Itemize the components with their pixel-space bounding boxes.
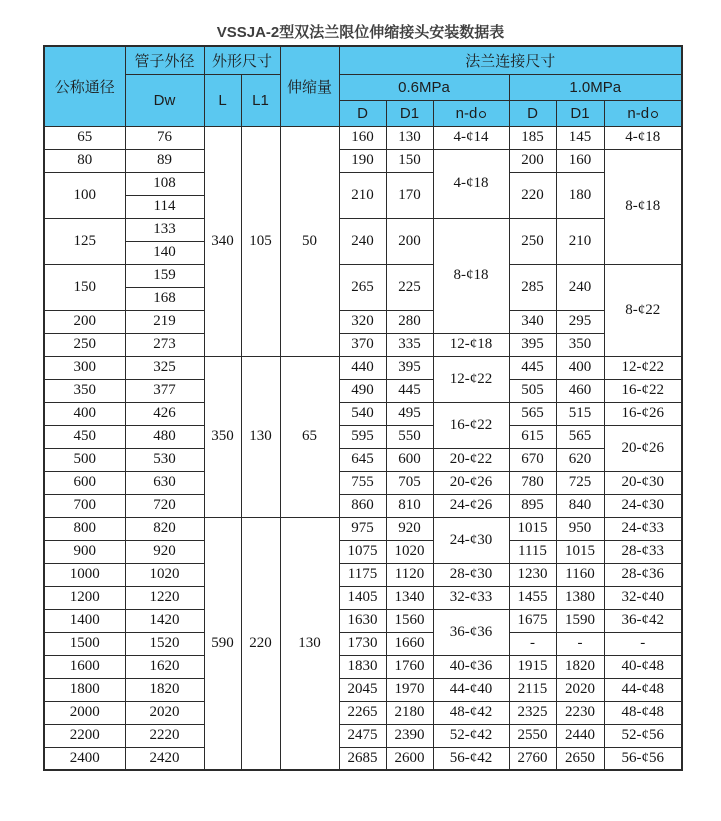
table-row xyxy=(44,678,682,701)
data-cell: 705 xyxy=(386,471,433,494)
data-cell: 1175 xyxy=(339,563,386,586)
data-cell: 32-¢33 xyxy=(433,586,509,609)
data-cell: 1075 xyxy=(339,540,386,563)
data-cell: 530 xyxy=(125,448,204,471)
data-cell: 2200 xyxy=(44,724,125,747)
table-row xyxy=(44,517,682,540)
data-cell: 860 xyxy=(339,494,386,517)
data-cell: 140 xyxy=(125,241,204,264)
data-cell: 160 xyxy=(556,149,604,172)
data-cell: 2550 xyxy=(509,724,556,747)
data-cell: 700 xyxy=(44,494,125,517)
data-cell: 20-¢30 xyxy=(604,471,682,494)
data-cell: 48-¢42 xyxy=(433,701,509,724)
data-cell: 340 xyxy=(204,126,241,356)
data-cell: 335 xyxy=(386,333,433,356)
data-cell: 395 xyxy=(386,356,433,379)
data-cell: 755 xyxy=(339,471,386,494)
data-cell: 950 xyxy=(556,517,604,540)
table-row xyxy=(44,264,682,287)
data-cell: 1660 xyxy=(386,632,433,655)
data-cell: 2265 xyxy=(339,701,386,724)
data-cell: 1455 xyxy=(509,586,556,609)
data-cell: 185 xyxy=(509,126,556,149)
data-cell: 48-¢48 xyxy=(604,701,682,724)
data-cell: 2230 xyxy=(556,701,604,724)
table-row xyxy=(44,540,682,563)
data-cell: 56-¢42 xyxy=(433,747,509,770)
data-cell: 170 xyxy=(386,172,433,218)
data-cell: 210 xyxy=(339,172,386,218)
header-flange-connection-size: 法兰连接尺寸 xyxy=(339,46,682,74)
data-cell: 4-¢18 xyxy=(433,149,509,218)
data-cell: 810 xyxy=(386,494,433,517)
data-cell: 600 xyxy=(44,471,125,494)
data-cell: 4-¢14 xyxy=(433,126,509,149)
data-cell: 16-¢26 xyxy=(604,402,682,425)
table-row xyxy=(44,747,682,770)
data-cell: 1915 xyxy=(509,655,556,678)
data-cell: 145 xyxy=(556,126,604,149)
data-cell: 2760 xyxy=(509,747,556,770)
data-cell: 2020 xyxy=(125,701,204,724)
data-cell: 325 xyxy=(125,356,204,379)
data-cell: 350 xyxy=(44,379,125,402)
header-nd-10mpa: n-d xyxy=(604,100,682,126)
data-cell: - xyxy=(556,632,604,655)
table-row xyxy=(44,149,682,172)
data-cell: 108 xyxy=(125,172,204,195)
data-cell: 595 xyxy=(339,425,386,448)
data-cell: 20-¢26 xyxy=(433,471,509,494)
table-row xyxy=(44,701,682,724)
data-cell: 1500 xyxy=(44,632,125,655)
data-cell: 565 xyxy=(556,425,604,448)
data-cell: 350 xyxy=(556,333,604,356)
data-cell: 450 xyxy=(44,425,125,448)
data-cell: 400 xyxy=(44,402,125,425)
data-cell: 133 xyxy=(125,218,204,241)
data-cell: 900 xyxy=(44,540,125,563)
data-cell: 505 xyxy=(509,379,556,402)
data-cell: 445 xyxy=(509,356,556,379)
data-cell: 2475 xyxy=(339,724,386,747)
data-cell: - xyxy=(604,632,682,655)
data-cell: 630 xyxy=(125,471,204,494)
data-cell: 1830 xyxy=(339,655,386,678)
data-cell: 615 xyxy=(509,425,556,448)
data-cell: 44-¢48 xyxy=(604,678,682,701)
page-title: VSSJA-2型双法兰限位伸缩接头安装数据表 xyxy=(216,24,505,41)
data-cell: 130 xyxy=(241,356,280,517)
data-cell: 4-¢18 xyxy=(604,126,682,149)
data-cell: 1600 xyxy=(44,655,125,678)
header-nd-06mpa: n-d xyxy=(433,100,509,126)
data-cell: 1340 xyxy=(386,586,433,609)
data-cell: 12-¢22 xyxy=(604,356,682,379)
table-body xyxy=(44,126,682,770)
data-cell: 426 xyxy=(125,402,204,425)
data-cell: 16-¢22 xyxy=(433,402,509,448)
table-row xyxy=(44,172,682,195)
table-row xyxy=(44,126,682,149)
subscript-circle xyxy=(651,111,658,118)
data-cell: 2325 xyxy=(509,701,556,724)
data-cell: 2685 xyxy=(339,747,386,770)
table-header xyxy=(44,46,682,126)
data-cell: 1675 xyxy=(509,609,556,632)
data-cell: 2420 xyxy=(125,747,204,770)
data-cell: 445 xyxy=(386,379,433,402)
header-row xyxy=(44,74,682,100)
header-l: L xyxy=(204,74,241,126)
data-cell: 2180 xyxy=(386,701,433,724)
data-cell: 200 xyxy=(44,310,125,333)
header-row xyxy=(44,46,682,74)
data-cell: 50 xyxy=(280,126,339,356)
data-cell: 150 xyxy=(386,149,433,172)
data-cell: 400 xyxy=(556,356,604,379)
header-d1-06mpa: D1 xyxy=(386,100,433,126)
table-row xyxy=(44,655,682,678)
table-row xyxy=(44,218,682,241)
data-cell: 24-¢30 xyxy=(604,494,682,517)
data-cell: 56-¢56 xyxy=(604,747,682,770)
data-cell: 565 xyxy=(509,402,556,425)
data-cell: 240 xyxy=(339,218,386,264)
data-cell: 280 xyxy=(386,310,433,333)
data-cell: 200 xyxy=(386,218,433,264)
header-expansion-amount: 伸缩量 xyxy=(280,46,339,126)
data-cell: 190 xyxy=(339,149,386,172)
table-row xyxy=(44,609,682,632)
data-cell: 210 xyxy=(556,218,604,264)
data-cell: 65 xyxy=(280,356,339,517)
data-cell: 1230 xyxy=(509,563,556,586)
data-cell: 1520 xyxy=(125,632,204,655)
header-l1: L1 xyxy=(241,74,280,126)
data-cell: 1020 xyxy=(125,563,204,586)
data-cell: 515 xyxy=(556,402,604,425)
data-cell: 12-¢22 xyxy=(433,356,509,402)
data-cell: 350 xyxy=(204,356,241,517)
data-cell: 460 xyxy=(556,379,604,402)
data-cell: 250 xyxy=(509,218,556,264)
data-cell: 159 xyxy=(125,264,204,287)
data-cell: 370 xyxy=(339,333,386,356)
data-cell: 295 xyxy=(556,310,604,333)
data-cell: 52-¢42 xyxy=(433,724,509,747)
header-d1-10mpa: D1 xyxy=(556,100,604,126)
data-cell: 20-¢22 xyxy=(433,448,509,471)
data-cell: 32-¢40 xyxy=(604,586,682,609)
data-cell: 1760 xyxy=(386,655,433,678)
data-cell: 89 xyxy=(125,149,204,172)
data-cell: 105 xyxy=(241,126,280,356)
data-cell: 1115 xyxy=(509,540,556,563)
data-cell: 180 xyxy=(556,172,604,218)
data-cell: 495 xyxy=(386,402,433,425)
data-cell: 1630 xyxy=(339,609,386,632)
data-cell: 780 xyxy=(509,471,556,494)
data-cell: 725 xyxy=(556,471,604,494)
data-cell: 395 xyxy=(509,333,556,356)
data-cell: 8-¢18 xyxy=(433,218,509,333)
data-cell: 975 xyxy=(339,517,386,540)
data-cell: 800 xyxy=(44,517,125,540)
data-cell: 920 xyxy=(386,517,433,540)
data-cell: 820 xyxy=(125,517,204,540)
data-cell: 12-¢18 xyxy=(433,333,509,356)
data-cell: 720 xyxy=(125,494,204,517)
data-cell: 273 xyxy=(125,333,204,356)
header-d-10mpa: D xyxy=(509,100,556,126)
data-cell: 1405 xyxy=(339,586,386,609)
header-overall-dimensions: 外形尺寸 xyxy=(204,46,280,74)
data-cell: 220 xyxy=(241,517,280,770)
data-cell: 24-¢33 xyxy=(604,517,682,540)
data-cell: 80 xyxy=(44,149,125,172)
data-cell: 340 xyxy=(509,310,556,333)
data-cell: 1220 xyxy=(125,586,204,609)
data-cell: 24-¢26 xyxy=(433,494,509,517)
data-cell: 1160 xyxy=(556,563,604,586)
table-row xyxy=(44,448,682,471)
data-cell: 1015 xyxy=(509,517,556,540)
data-cell: 1560 xyxy=(386,609,433,632)
data-cell: 920 xyxy=(125,540,204,563)
data-cell: 1000 xyxy=(44,563,125,586)
data-table xyxy=(43,45,683,771)
data-cell: 114 xyxy=(125,195,204,218)
data-cell: 2220 xyxy=(125,724,204,747)
data-cell: 36-¢42 xyxy=(604,609,682,632)
data-cell: 28-¢33 xyxy=(604,540,682,563)
data-cell: 645 xyxy=(339,448,386,471)
data-cell: 440 xyxy=(339,356,386,379)
data-cell: 1620 xyxy=(125,655,204,678)
data-cell: 40-¢36 xyxy=(433,655,509,678)
data-cell: 1020 xyxy=(386,540,433,563)
data-cell: 168 xyxy=(125,287,204,310)
data-cell: 500 xyxy=(44,448,125,471)
table-row xyxy=(44,379,682,402)
data-cell: 130 xyxy=(280,517,339,770)
data-cell: 320 xyxy=(339,310,386,333)
data-cell: 44-¢40 xyxy=(433,678,509,701)
data-cell: 540 xyxy=(339,402,386,425)
data-cell: 285 xyxy=(509,264,556,310)
table-row xyxy=(44,356,682,379)
table-row xyxy=(44,402,682,425)
data-cell: 130 xyxy=(386,126,433,149)
table-row xyxy=(44,333,682,356)
data-cell: 20-¢26 xyxy=(604,425,682,471)
table-row xyxy=(44,310,682,333)
data-cell: 28-¢30 xyxy=(433,563,509,586)
data-cell: 125 xyxy=(44,218,125,264)
data-cell: 1820 xyxy=(125,678,204,701)
data-cell: 52-¢56 xyxy=(604,724,682,747)
header-dw: Dw xyxy=(125,74,204,126)
data-cell: 28-¢36 xyxy=(604,563,682,586)
data-cell: 200 xyxy=(509,149,556,172)
data-cell: 2650 xyxy=(556,747,604,770)
data-cell: 16-¢22 xyxy=(604,379,682,402)
data-cell: 250 xyxy=(44,333,125,356)
data-cell: 36-¢36 xyxy=(433,609,509,655)
data-cell: 2000 xyxy=(44,701,125,724)
data-cell: 2115 xyxy=(509,678,556,701)
table-row xyxy=(44,632,682,655)
data-cell: 1380 xyxy=(556,586,604,609)
data-cell: 100 xyxy=(44,172,125,218)
data-cell: 65 xyxy=(44,126,125,149)
data-cell: 1970 xyxy=(386,678,433,701)
data-cell: 8-¢18 xyxy=(604,149,682,264)
data-cell: 300 xyxy=(44,356,125,379)
data-cell: 620 xyxy=(556,448,604,471)
table-row xyxy=(44,724,682,747)
data-cell: 895 xyxy=(509,494,556,517)
header-d-06mpa: D xyxy=(339,100,386,126)
data-cell: 480 xyxy=(125,425,204,448)
data-cell: 840 xyxy=(556,494,604,517)
table-row xyxy=(44,425,682,448)
data-cell: 240 xyxy=(556,264,604,310)
data-cell: 1120 xyxy=(386,563,433,586)
data-cell: 76 xyxy=(125,126,204,149)
data-cell: 160 xyxy=(339,126,386,149)
data-cell: 8-¢22 xyxy=(604,264,682,356)
data-cell: 1590 xyxy=(556,609,604,632)
data-cell: 40-¢48 xyxy=(604,655,682,678)
data-cell: - xyxy=(509,632,556,655)
data-cell: 590 xyxy=(204,517,241,770)
subscript-circle xyxy=(479,111,486,118)
data-cell: 550 xyxy=(386,425,433,448)
data-cell: 219 xyxy=(125,310,204,333)
data-cell: 600 xyxy=(386,448,433,471)
table-row xyxy=(44,494,682,517)
data-cell: 2020 xyxy=(556,678,604,701)
header-10mpa: 1.0MPa xyxy=(509,74,682,100)
data-cell: 2600 xyxy=(386,747,433,770)
header-06mpa: 0.6MPa xyxy=(339,74,509,100)
data-cell: 670 xyxy=(509,448,556,471)
data-cell: 490 xyxy=(339,379,386,402)
table-row xyxy=(44,563,682,586)
header-pipe-outer-diameter: 管子外径 xyxy=(125,46,204,74)
data-cell: 2045 xyxy=(339,678,386,701)
data-cell: 1400 xyxy=(44,609,125,632)
data-cell: 150 xyxy=(44,264,125,310)
table-row xyxy=(44,586,682,609)
data-cell: 220 xyxy=(509,172,556,218)
data-cell: 1200 xyxy=(44,586,125,609)
data-cell: 225 xyxy=(386,264,433,310)
data-cell: 265 xyxy=(339,264,386,310)
data-cell: 2440 xyxy=(556,724,604,747)
header-nominal-diameter: 公称通径 xyxy=(44,46,125,126)
data-cell: 1015 xyxy=(556,540,604,563)
data-cell: 1800 xyxy=(44,678,125,701)
data-cell: 1730 xyxy=(339,632,386,655)
data-cell: 24-¢30 xyxy=(433,517,509,563)
data-cell: 377 xyxy=(125,379,204,402)
table-row xyxy=(44,471,682,494)
data-cell: 2400 xyxy=(44,747,125,770)
data-cell: 2390 xyxy=(386,724,433,747)
data-cell: 1420 xyxy=(125,609,204,632)
data-cell: 1820 xyxy=(556,655,604,678)
